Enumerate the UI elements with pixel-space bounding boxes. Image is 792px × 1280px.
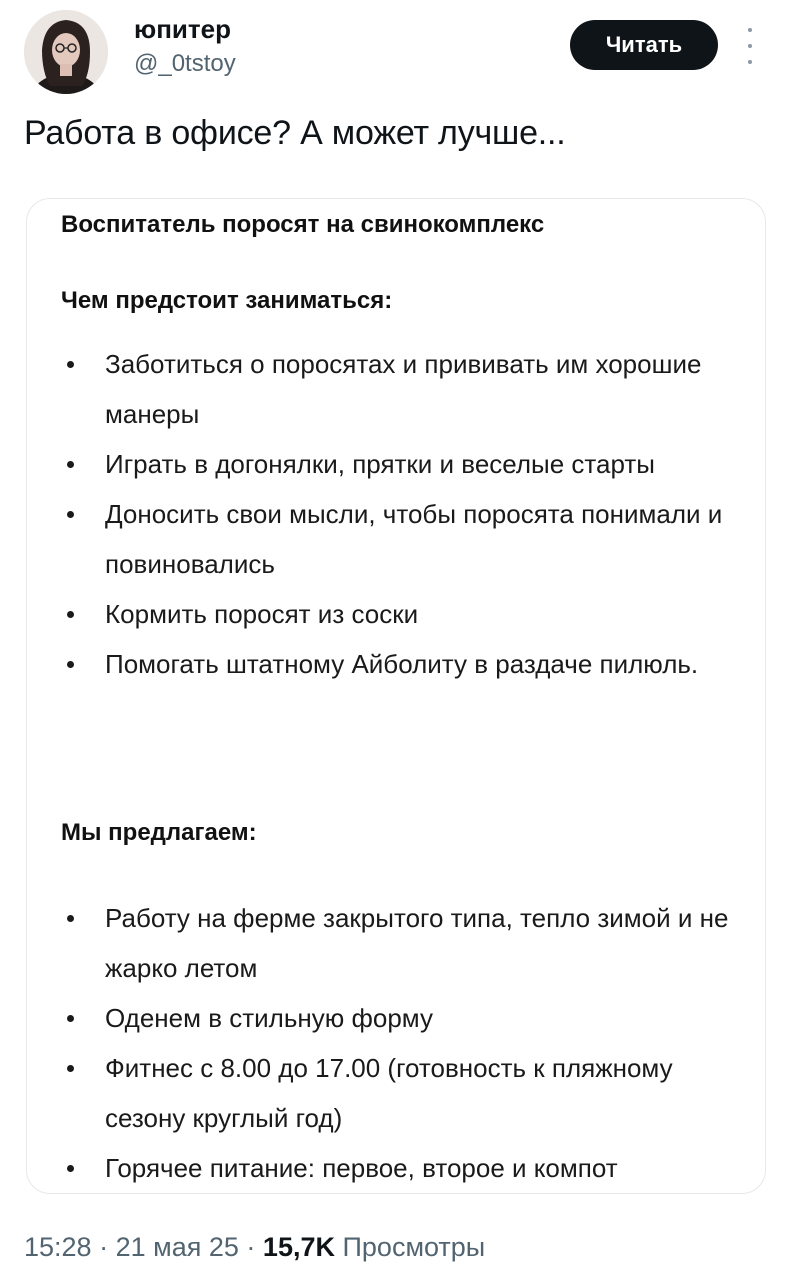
vacancy-title: Воспитатель поросят на свинокомплекс: [61, 211, 545, 238]
tweet-time[interactable]: 15:28: [24, 1232, 92, 1262]
author-handle[interactable]: @_0tstoy: [134, 50, 236, 77]
avatar-image: [24, 10, 108, 94]
offer-heading: Мы предлагаем:: [61, 819, 257, 846]
list-item: Оденем в стильную форму: [63, 993, 753, 1043]
tweet-text: Работа в офисе? А может лучше...: [24, 114, 566, 152]
avatar[interactable]: [24, 10, 108, 94]
list-item: Доносить свои мысли, чтобы поросята понимали и повиновались: [63, 489, 753, 589]
author-display-name[interactable]: юпитер: [134, 14, 231, 44]
list-item: Кормить поросят из соски: [63, 589, 753, 639]
list-item: Заботиться о поросятах и прививать им хорошие манеры: [63, 339, 753, 439]
tweet-meta: [24, 1232, 485, 1263]
more-dot: [748, 60, 752, 64]
views-label[interactable]: Просмотры: [342, 1232, 486, 1262]
list-item: Помогать штатному Айболиту в раздаче пилюль.: [63, 639, 753, 689]
meta-separator: ·: [99, 1232, 109, 1262]
more-dot: [748, 28, 752, 32]
views-count[interactable]: 15,7K: [262, 1232, 335, 1262]
more-dot: [748, 44, 752, 48]
duties-heading: Чем предстоит заниматься:: [61, 287, 393, 314]
read-button[interactable]: Читать: [570, 20, 718, 70]
list-item: Фитнес с 8.00 до 17.00 (готовность к пляжному сезону круглый год): [63, 1043, 753, 1143]
offer-list: [63, 893, 753, 1193]
attached-image-card[interactable]: [26, 198, 766, 1194]
list-item: Играть в догонялки, прятки и веселые старты: [63, 439, 753, 489]
meta-separator: ·: [246, 1232, 256, 1262]
list-item: Работу на ферме закрытого типа, тепло зимой и не жарко летом: [63, 893, 753, 993]
duties-list: [63, 339, 753, 689]
more-options-icon[interactable]: [742, 28, 758, 64]
tweet-date[interactable]: 21 мая 25: [115, 1232, 239, 1262]
list-item: Горячее питание: первое, второе и компот: [63, 1143, 753, 1193]
